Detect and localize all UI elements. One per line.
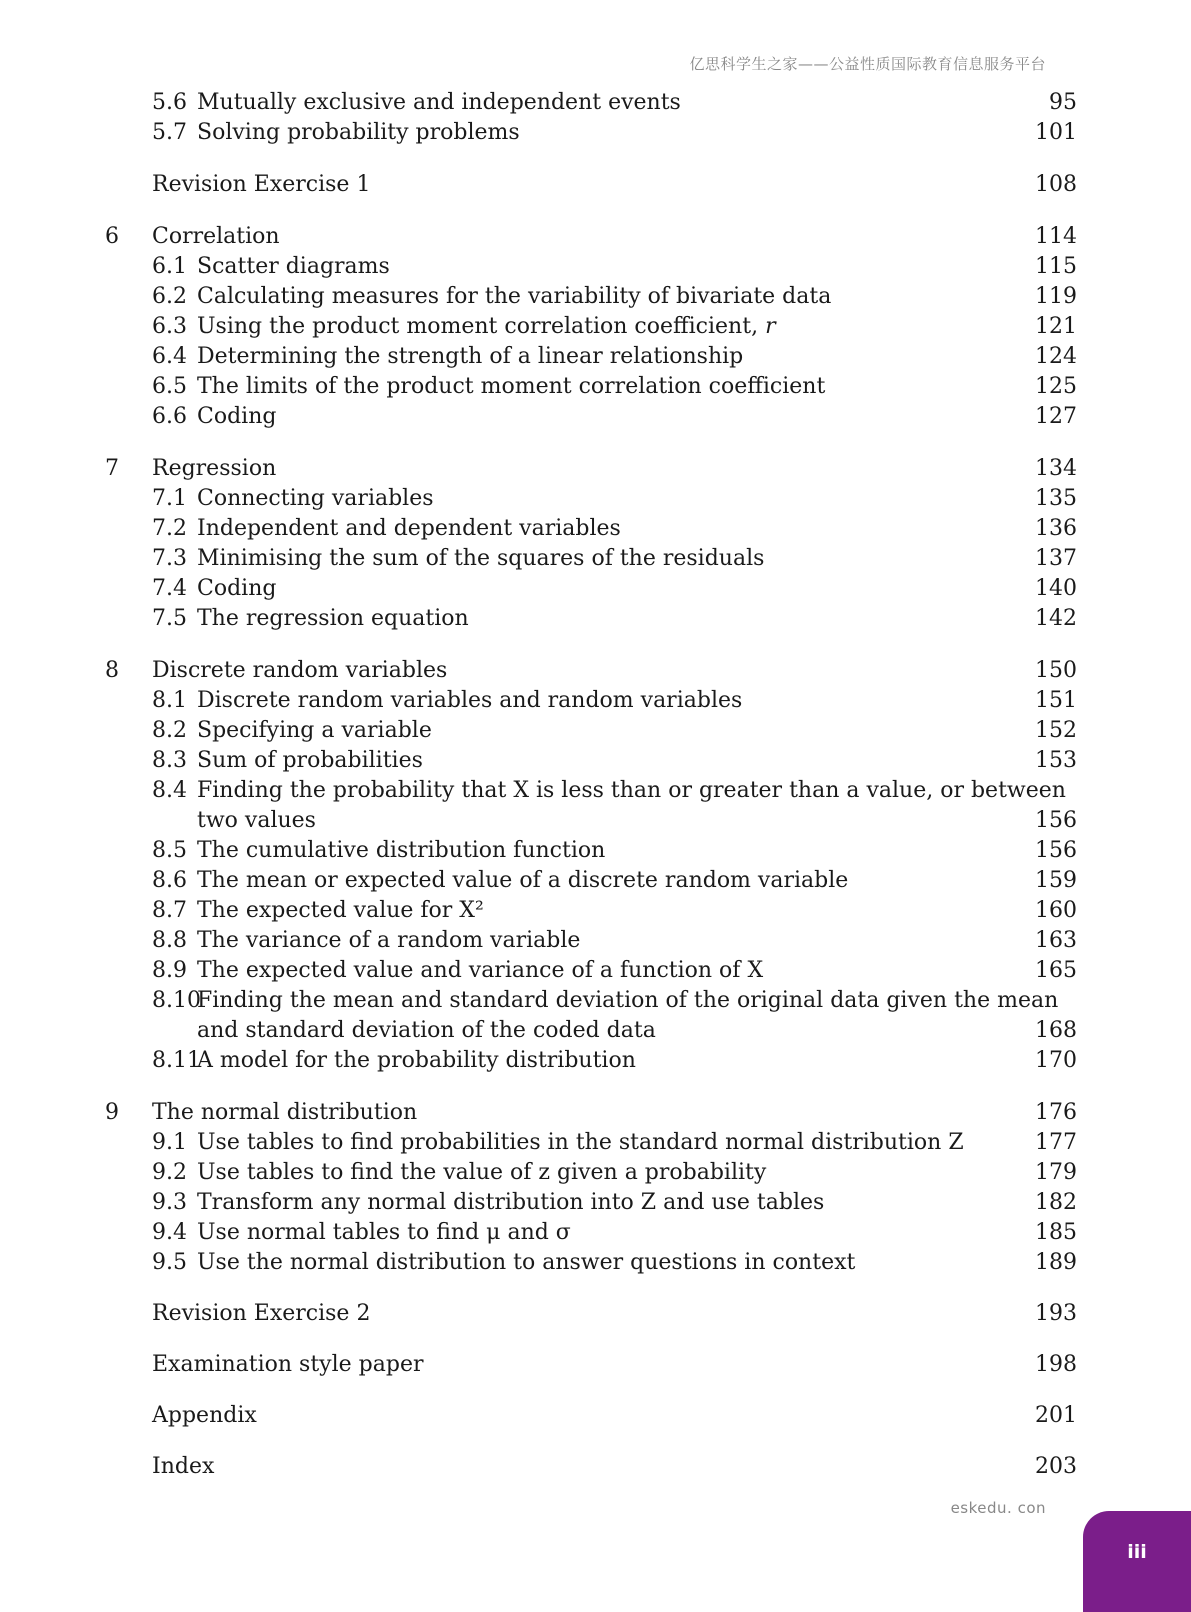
- entry-title: The normal distribution: [152, 1100, 418, 1125]
- toc-row: [0, 1218, 1191, 1248]
- page-number-tab: [1083, 1511, 1191, 1612]
- page-ref: 165: [1035, 958, 1077, 983]
- entry-title: Independent and dependent variables: [197, 516, 621, 541]
- entry-title: Determining the strength of a linear relationship: [197, 344, 744, 369]
- page-ref: 201: [1035, 1403, 1077, 1428]
- chapter-number: 9: [105, 1100, 119, 1125]
- entry-title: Appendix: [152, 1403, 257, 1428]
- section-number: 8.10: [152, 988, 201, 1013]
- page-ref: 156: [1035, 838, 1077, 863]
- page-ref: 140: [1035, 576, 1077, 601]
- toc-chapter-row: [0, 454, 1191, 484]
- page-ref: 160: [1035, 898, 1077, 923]
- toc-row: [0, 926, 1191, 956]
- toc-row: [0, 956, 1191, 986]
- section-number: 8.4: [152, 778, 187, 803]
- section-number: 6.1: [152, 254, 187, 279]
- entry-title: The limits of the product moment correlation coefficient: [197, 374, 826, 399]
- entry-title: Calculating measures for the variability of bivariate data: [197, 284, 832, 309]
- section-number: 8.6: [152, 868, 187, 893]
- page-ref: 135: [1035, 486, 1077, 511]
- section-number: 8.8: [152, 928, 187, 953]
- toc-row: [0, 372, 1191, 402]
- toc-row: [0, 1128, 1191, 1158]
- entry-title: The mean or expected value of a discrete random variable: [197, 868, 849, 893]
- toc-row: [0, 1248, 1191, 1278]
- page-ref: 127: [1035, 404, 1077, 429]
- page-ref: 115: [1035, 254, 1077, 279]
- page-ref: 150: [1035, 658, 1077, 683]
- toc-row: [0, 1401, 1191, 1431]
- page-ref: 176: [1035, 1100, 1077, 1125]
- toc-row: [0, 806, 1191, 836]
- entry-title: Coding: [197, 404, 277, 429]
- page-ref: 168: [1035, 1018, 1077, 1043]
- entry-title: Discrete random variables: [152, 658, 448, 683]
- page-ref: 142: [1035, 606, 1077, 631]
- chapter-number: 8: [105, 658, 119, 683]
- section-number: 7.2: [152, 516, 187, 541]
- section-number: 6.2: [152, 284, 187, 309]
- page-ref: 108: [1035, 172, 1077, 197]
- toc-row: [0, 1188, 1191, 1218]
- entry-title: The variance of a random variable: [197, 928, 581, 953]
- entry-title: Finding the probability that X is less than or greater than a value, or between: [197, 778, 1066, 803]
- page-ref: 114: [1035, 224, 1077, 249]
- page-ref: 193: [1035, 1301, 1077, 1326]
- page-ref: 125: [1035, 374, 1077, 399]
- entry-title: two values: [197, 808, 316, 833]
- section-number: 8.3: [152, 748, 187, 773]
- toc-row: [0, 1299, 1191, 1329]
- entry-title: Revision Exercise 1: [152, 172, 371, 197]
- page-ref: 170: [1035, 1048, 1077, 1073]
- page-ref: 179: [1035, 1160, 1077, 1185]
- toc-row: [0, 746, 1191, 776]
- toc-row: [0, 1350, 1191, 1380]
- toc-row: [0, 686, 1191, 716]
- page-ref: 151: [1035, 688, 1077, 713]
- section-number: 9.4: [152, 1220, 187, 1245]
- toc-row: [0, 342, 1191, 372]
- page-ref: 163: [1035, 928, 1077, 953]
- page-ref: 153: [1035, 748, 1077, 773]
- entry-title: Scatter diagrams: [197, 254, 390, 279]
- toc-row: [0, 1016, 1191, 1046]
- page-ref: 185: [1035, 1220, 1077, 1245]
- entry-title: Index: [152, 1454, 215, 1479]
- entry-title: Coding: [197, 576, 277, 601]
- toc-row: [0, 88, 1191, 118]
- section-number: 8.1: [152, 688, 187, 713]
- section-number: 8.2: [152, 718, 187, 743]
- entry-title: Use the normal distribution to answer questions in context: [197, 1250, 856, 1275]
- entry-title: Mutually exclusive and independent events: [197, 90, 681, 115]
- entry-title: The cumulative distribution function: [197, 838, 606, 863]
- entry-title: Using the product moment correlation coefficient, r: [197, 314, 776, 339]
- toc-row: [0, 312, 1191, 342]
- toc-row: [0, 716, 1191, 746]
- entry-title: The regression equation: [197, 606, 469, 631]
- entry-title: Use tables to find probabilities in the standard normal distribution Z: [197, 1130, 964, 1155]
- toc-row: [0, 170, 1191, 200]
- page-ref: 203: [1035, 1454, 1077, 1479]
- entry-title: Solving probability problems: [197, 120, 520, 145]
- entry-title: and standard deviation of the coded data: [197, 1018, 656, 1043]
- section-number: 9.1: [152, 1130, 187, 1155]
- page-number: iii: [1127, 1541, 1147, 1563]
- page-ref: 156: [1035, 808, 1077, 833]
- entry-title: Revision Exercise 2: [152, 1301, 371, 1326]
- section-number: 9.2: [152, 1160, 187, 1185]
- entry-title: Specifying a variable: [197, 718, 432, 743]
- toc-row: [0, 544, 1191, 574]
- toc-row: [0, 604, 1191, 634]
- toc-row: [0, 484, 1191, 514]
- page-ref: 137: [1035, 546, 1077, 571]
- section-number: 5.6: [152, 90, 187, 115]
- page-ref: 177: [1035, 1130, 1077, 1155]
- toc-chapter-row: [0, 656, 1191, 686]
- header-watermark: 亿思科学生之家——公益性质国际教育信息服务平台: [689, 55, 1046, 73]
- toc-row: [0, 986, 1191, 1016]
- page-ref: 136: [1035, 516, 1077, 541]
- section-number: 7.3: [152, 546, 187, 571]
- toc-row: [0, 836, 1191, 866]
- page-ref: 152: [1035, 718, 1077, 743]
- entry-title: The expected value for X²: [197, 898, 484, 923]
- toc-row: [0, 514, 1191, 544]
- entry-title: Correlation: [152, 224, 280, 249]
- toc-chapter-row: [0, 1098, 1191, 1128]
- section-number: 5.7: [152, 120, 187, 145]
- toc-row: [0, 1046, 1191, 1076]
- entry-title: Discrete random variables and random variables: [197, 688, 743, 713]
- page-ref: 134: [1035, 456, 1077, 481]
- section-number: 8.9: [152, 958, 187, 983]
- toc-row: [0, 118, 1191, 148]
- page-ref: 159: [1035, 868, 1077, 893]
- entry-title: Examination style paper: [152, 1352, 424, 1377]
- section-number: 6.4: [152, 344, 187, 369]
- entry-title: Regression: [152, 456, 277, 481]
- entry-title: Finding the mean and standard deviation of the original data given the mean: [197, 988, 1059, 1013]
- chapter-number: 6: [105, 224, 119, 249]
- page-ref: 121: [1035, 314, 1077, 339]
- section-number: 8.5: [152, 838, 187, 863]
- toc-row: [0, 402, 1191, 432]
- page-ref: 124: [1035, 344, 1077, 369]
- footer-watermark: eskedu. con: [950, 1499, 1046, 1517]
- section-number: 7.4: [152, 576, 187, 601]
- toc-row: [0, 282, 1191, 312]
- page-ref: 101: [1035, 120, 1077, 145]
- section-number: 7.1: [152, 486, 187, 511]
- toc-row: [0, 252, 1191, 282]
- section-number: 6.5: [152, 374, 187, 399]
- page-ref: 95: [1049, 90, 1077, 115]
- entry-title: The expected value and variance of a function of X: [197, 958, 764, 983]
- toc-row: [0, 896, 1191, 926]
- entry-title: Transform any normal distribution into Z and use tables: [197, 1190, 825, 1215]
- entry-title: Connecting variables: [197, 486, 434, 511]
- toc-row: [0, 1452, 1191, 1482]
- section-number: 6.3: [152, 314, 187, 339]
- section-number: 7.5: [152, 606, 187, 631]
- section-number: 9.5: [152, 1250, 187, 1275]
- section-number: 9.3: [152, 1190, 187, 1215]
- chapter-number: 7: [105, 456, 119, 481]
- toc-row: [0, 866, 1191, 896]
- page-ref: 182: [1035, 1190, 1077, 1215]
- section-number: 8.7: [152, 898, 187, 923]
- entry-title: A model for the probability distribution: [197, 1048, 636, 1073]
- entry-title: Sum of probabilities: [197, 748, 423, 773]
- entry-title: Minimising the sum of the squares of the residuals: [197, 546, 765, 571]
- toc-row: [0, 1158, 1191, 1188]
- entry-title: Use normal tables to find μ and σ: [197, 1220, 571, 1245]
- page-ref: 119: [1035, 284, 1077, 309]
- toc-row: [0, 574, 1191, 604]
- section-number: 6.6: [152, 404, 187, 429]
- page-ref: 198: [1035, 1352, 1077, 1377]
- page-ref: 189: [1035, 1250, 1077, 1275]
- entry-title: Use tables to find the value of z given a probability: [197, 1160, 767, 1185]
- toc-row: [0, 776, 1191, 806]
- section-number: 8.11: [152, 1048, 201, 1073]
- toc-chapter-row: [0, 222, 1191, 252]
